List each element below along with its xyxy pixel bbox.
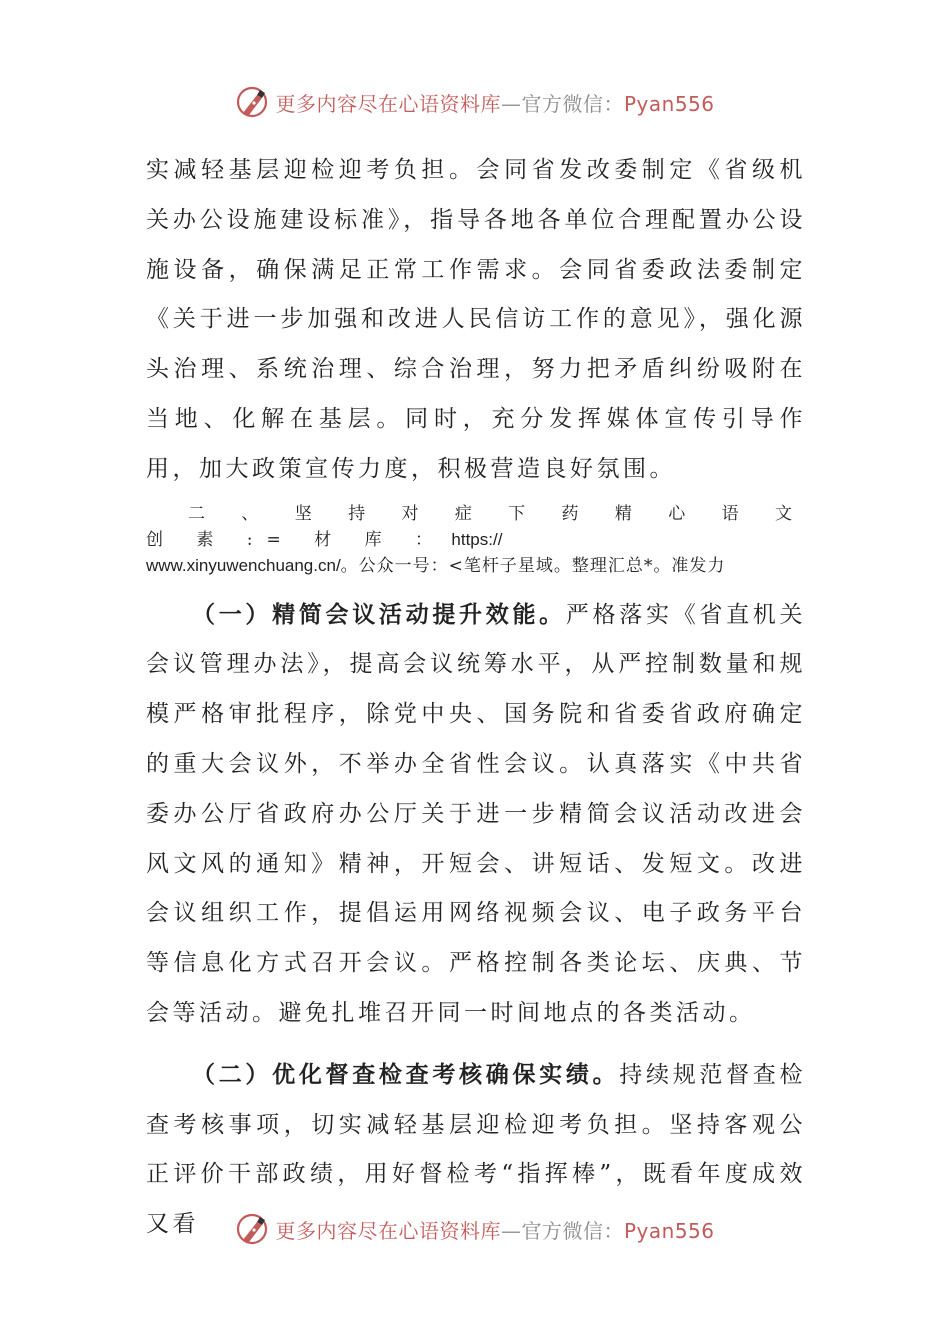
- header-separator: —: [500, 91, 522, 116]
- heading-url-part1: https://: [451, 529, 503, 549]
- footer-banner: [0, 1209, 950, 1249]
- footer-separator: —: [500, 1218, 522, 1243]
- subsection-1: [146, 591, 806, 1039]
- subsection-1-title: （一）精简会议活动提升效能。: [192, 601, 566, 628]
- header-wechat-id: Pyan556: [623, 91, 715, 116]
- pen-nib-logo-icon: [235, 1212, 269, 1246]
- subsection-2-title: （二）优化督查检查考核确保实绩。: [192, 1061, 620, 1088]
- pen-nib-logo-icon: [235, 85, 269, 119]
- header-banner-text: [275, 88, 714, 117]
- footer-wechat-label: 官方微信：: [521, 1218, 624, 1243]
- section-heading-2: [146, 501, 806, 579]
- heading-url-part2: www.xinyuwenchuang.cn/: [146, 555, 341, 575]
- header-wechat-label: 官方微信：: [521, 91, 624, 116]
- paragraph-1: 实减轻基层迎检迎考负担。会同省发改委制定《省级机关办公设施建设标准》，指导各地各单位合理配置办公设施设备，确保满足正常工作需求。会同省委政法委制定《关于进一步加强和改进人民信访工作的意见》，强化源头治理、系统治理、综合治理，努力把矛盾纠纷吸附在当地、化解在基层。同时，充分发挥媒体宣传引导作用，加大政策宣传力度，积极营造良好氛围。: [146, 157, 806, 482]
- document-body: [146, 146, 806, 1250]
- footer-wechat-id: Pyan556: [623, 1218, 715, 1243]
- header-banner: [0, 82, 950, 122]
- header-brand: 更多内容尽在心语资料库: [275, 91, 501, 116]
- heading-tail-text: 。公众一号：<笔杆子星域。整理汇总*。准发力: [340, 555, 726, 576]
- subsection-1-text: 严格落实《省直机关会议管理办法》，提高会议统筹水平，从严控制数量和规模严格审批程序，除党中央、国务院和省委省政府确定的重大会议外，不举办全省性会议。认真落实《中共省委办公厅省政府办公厅关于进一步精简会议活动改进会风文风的通知》精神，开短会、讲短话、发短文。改进会议组织工作，提倡运用网络视频会议、电子政务平台等信息化方式召开会议。严格控制各类论坛、庆典、节会等活动。避免扎堆召开同一时间地点的各类活动。: [146, 601, 807, 1026]
- subsection-2-text: 持续规范督查检查考核事项，切实减轻基层迎检迎考负担。坚持客观公正评价干部政绩，用好督检考“指挥棒”，既看年度成效又看: [146, 1061, 807, 1238]
- heading-spread-text: 二 、 坚 持 对 症 下 药 精 心 语 文 创 素 := 材 库 ：: [146, 503, 806, 550]
- footer-banner-text: [275, 1215, 714, 1244]
- footer-brand: 更多内容尽在心语资料库: [275, 1218, 501, 1243]
